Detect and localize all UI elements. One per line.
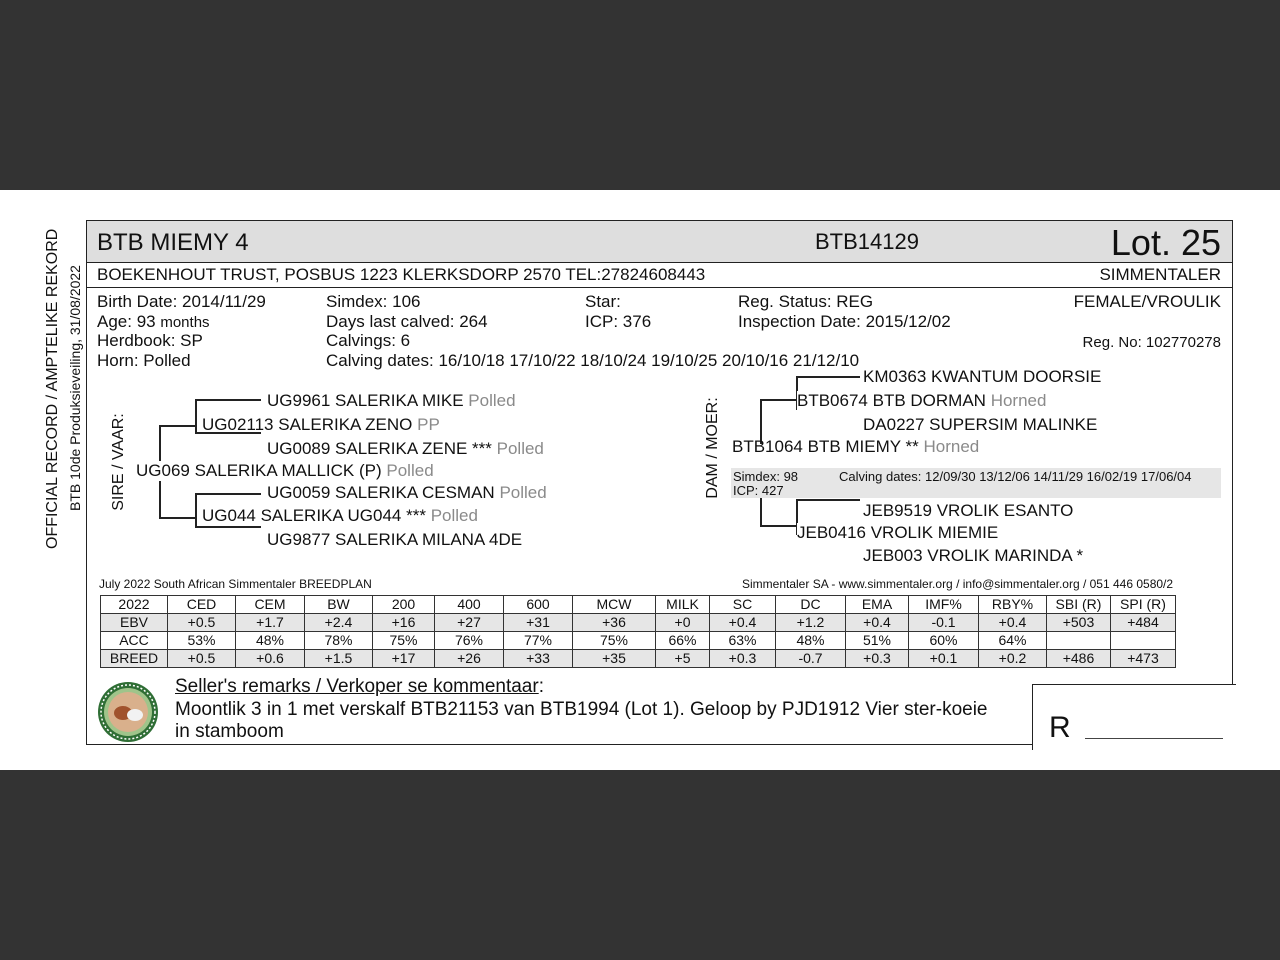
- lot-number: Lot. 25: [1110, 222, 1221, 263]
- ebv-cell: +0.4: [710, 614, 776, 632]
- inspection-date: Inspection Date: 2015/12/02: [738, 312, 951, 331]
- price-box: [1032, 684, 1236, 750]
- ebv-cell: CED: [168, 596, 236, 614]
- price-currency: R: [1049, 711, 1071, 744]
- dam-dam: JEB0416 VROLIK MIEMIE: [797, 523, 999, 542]
- age-value: Age: 93: [97, 312, 156, 331]
- dam-label: DAM / MOER:: [704, 397, 721, 499]
- herdbook: Herdbook: SP: [97, 331, 203, 350]
- dam-icp: ICP: 427: [733, 483, 784, 498]
- ebv-cell: +2.4: [305, 614, 373, 632]
- simdex: Simdex: 106: [326, 292, 421, 311]
- ebv-cell: +0.3: [846, 650, 909, 668]
- official-record-label: OFFICIAL RECORD / AMPTELIKE REKORD: [44, 228, 61, 549]
- ebv-cell: CEM: [236, 596, 305, 614]
- horn-tag: Horned: [990, 391, 1047, 410]
- ebv-cell: +35: [573, 650, 656, 668]
- dam-sire-sire: KM0363 KWANTUM DOORSIE: [863, 367, 1102, 386]
- horn-status: Horn: Polled: [97, 351, 191, 370]
- ebv-cell: +0.1: [909, 650, 979, 668]
- ebv-cell: MILK: [656, 596, 710, 614]
- ebv-cell: +1.5: [305, 650, 373, 668]
- animal-id: BTB14129: [815, 229, 919, 254]
- dam-calving-dates: Calving dates: 12/09/30 13/12/06 14/11/29 16/02/19 17/06/04: [839, 469, 1192, 484]
- sire: UG069 SALERIKA MALLICK (P) Polled: [136, 461, 434, 480]
- ebv-cell: +0.2: [979, 650, 1047, 668]
- ebv-cell: MCW: [573, 596, 656, 614]
- dam-sire-dam: DA0227 SUPERSIM MALINKE: [863, 415, 1098, 434]
- sire-label: SIRE / VAAR:: [110, 413, 127, 511]
- owner-address: BOEKENHOUT TRUST, POSBUS 1223 KLERKSDORP 2570 TEL:27824608443: [97, 265, 706, 284]
- ebv-cell: +5: [656, 650, 710, 668]
- ebv-cell: DC: [776, 596, 846, 614]
- horn-tag: Polled: [386, 461, 434, 480]
- ebv-cell: 75%: [573, 632, 656, 650]
- ebv-cell: +503: [1047, 614, 1111, 632]
- ebv-cell: +0.6: [236, 650, 305, 668]
- ebv-table: [100, 595, 1176, 668]
- catalogue-sheet: [0, 190, 1280, 770]
- ebv-cell: 77%: [504, 632, 573, 650]
- ebv-cell: +0: [656, 614, 710, 632]
- ebv-cell: +0.4: [846, 614, 909, 632]
- star: Star:: [585, 292, 621, 311]
- reg-status: Reg. Status: REG: [738, 292, 874, 311]
- icp: ICP: 376: [585, 312, 652, 331]
- ebv-cell: +26: [435, 650, 504, 668]
- reg-no: Reg. No: 102770278: [1082, 334, 1221, 351]
- ebv-row-label: EBV: [101, 614, 168, 632]
- ebv-cell: 48%: [236, 632, 305, 650]
- ebv-cell: 48%: [776, 632, 846, 650]
- ebv-cell: +31: [504, 614, 573, 632]
- ebv-cell: +1.7: [236, 614, 305, 632]
- horn-tag: Polled: [430, 506, 478, 525]
- ebv-cell: 66%: [656, 632, 710, 650]
- sire-dam-dam: UG9877 SALERIKA MILANA 4DE: [267, 530, 523, 549]
- breed-label: SIMMENTALER: [1099, 265, 1221, 284]
- dam-sire: BTB0674 BTB DORMAN Horned: [797, 391, 1047, 410]
- dam-info-band: [731, 468, 1221, 498]
- ebv-cell: +1.2: [776, 614, 846, 632]
- ebv-cell: +473: [1111, 650, 1176, 668]
- ebv-row-label: ACC: [101, 632, 168, 650]
- sire-sire-dam: UG0089 SALERIKA ZENE *** Polled: [267, 439, 544, 458]
- ebv-cell: +0.4: [979, 614, 1047, 632]
- ebv-cell: 64%: [979, 632, 1047, 650]
- dam-dam-sire: JEB9519 VROLIK ESANTO: [863, 501, 1074, 520]
- age: [97, 312, 210, 332]
- sire-dam: UG044 SALERIKA UG044 *** Polled: [202, 506, 478, 525]
- ebv-cell: +16: [373, 614, 435, 632]
- calvings: Calvings: 6: [326, 331, 411, 350]
- sire-sire: UG02113 SALERIKA ZENO PP: [202, 415, 440, 434]
- ebv-cell: RBY%: [979, 596, 1047, 614]
- days-last-calved: Days last calved: 264: [326, 312, 488, 331]
- price-input-line[interactable]: [1085, 738, 1223, 739]
- horn-tag: PP: [417, 415, 440, 434]
- ebv-cell: 60%: [909, 632, 979, 650]
- ebv-cell: +27: [435, 614, 504, 632]
- ebv-cell: +0.5: [168, 650, 236, 668]
- horn-tag: Horned: [923, 437, 980, 456]
- remarks-text-line1: Moontlik 3 in 1 met verskalf BTB21153 van BTB1994 (Lot 1). Geloop by PJD1912 Vier ster-koeie: [175, 699, 988, 720]
- ebv-cell: BW: [305, 596, 373, 614]
- ebv-cell: IMF%: [909, 596, 979, 614]
- ebv-row-label: 2022: [101, 596, 168, 614]
- ebv-cell: 53%: [168, 632, 236, 650]
- ebv-cell: -0.1: [909, 614, 979, 632]
- dam-dam-dam: JEB003 VROLIK MARINDA *: [863, 546, 1084, 565]
- ebv-cell: 600: [504, 596, 573, 614]
- ebv-cell: SPI (R): [1111, 596, 1176, 614]
- auction-date-label: BTB 10de Produksieveiling, 31/08/2022: [67, 265, 83, 511]
- ebv-row-label: BREED: [101, 650, 168, 668]
- ebv-row: [101, 650, 1176, 668]
- ebv-cell: SBI (R): [1047, 596, 1111, 614]
- ebv-cell: 75%: [373, 632, 435, 650]
- ebv-cell: -0.7: [776, 650, 846, 668]
- animal-card: [86, 220, 1233, 745]
- horn-tag: Polled: [496, 439, 544, 458]
- remarks-heading: Seller's remarks / Verkoper se kommentaar:: [175, 676, 544, 697]
- ebv-cell: 63%: [710, 632, 776, 650]
- remarks-text-line2: in stamboom: [175, 721, 284, 742]
- logo-emblem-icon: [97, 681, 159, 743]
- dam: BTB1064 BTB MIEMY ** Horned: [732, 437, 980, 456]
- ebv-cell: +36: [573, 614, 656, 632]
- horn-tag: Polled: [499, 483, 547, 502]
- dam-simdex: Simdex: 98: [733, 469, 799, 484]
- title-bar: [87, 221, 1232, 263]
- breedplan-caption: July 2022 South African Simmentaler BREEDPLAN: [99, 577, 372, 591]
- horn-tag: Polled: [468, 391, 516, 410]
- ebv-cell: +486: [1047, 650, 1111, 668]
- breedplan-contact: Simmentaler SA - www.simmentaler.org / info@simmentaler.org / 051 446 0580/2: [742, 577, 1174, 591]
- ebv-cell: +0.5: [168, 614, 236, 632]
- ebv-cell: +33: [504, 650, 573, 668]
- ebv-cell: [1111, 632, 1176, 650]
- owner-bar: [87, 263, 1232, 288]
- ebv-cell: [1047, 632, 1111, 650]
- ebv-cell: +17: [373, 650, 435, 668]
- sire-dam-sire: UG0059 SALERIKA CESMAN Polled: [267, 483, 547, 502]
- ebv-cell: 51%: [846, 632, 909, 650]
- ebv-cell: SC: [710, 596, 776, 614]
- calving-dates: Calving dates: 16/10/18 17/10/22 18/10/24 19/10/25 20/10/16 21/12/10: [326, 351, 860, 370]
- animal-name: BTB MIEMY 4: [97, 229, 249, 256]
- ebv-cell: 76%: [435, 632, 504, 650]
- ebv-cell: 400: [435, 596, 504, 614]
- ebv-cell: 200: [373, 596, 435, 614]
- sex: FEMALE/VROULIK: [1073, 292, 1221, 311]
- ebv-cell: +484: [1111, 614, 1176, 632]
- association-logo: [97, 681, 159, 743]
- ebv-row: [101, 614, 1176, 632]
- ebv-cell: 78%: [305, 632, 373, 650]
- ebv-cell: +0.3: [710, 650, 776, 668]
- ebv-header-row: [101, 596, 1176, 614]
- sire-sire-sire: UG9961 SALERIKA MIKE Polled: [267, 391, 516, 410]
- age-unit: months: [160, 314, 210, 331]
- ebv-cell: EMA: [846, 596, 909, 614]
- ebv-row: [101, 632, 1176, 650]
- birth-date: Birth Date: 2014/11/29: [97, 292, 266, 311]
